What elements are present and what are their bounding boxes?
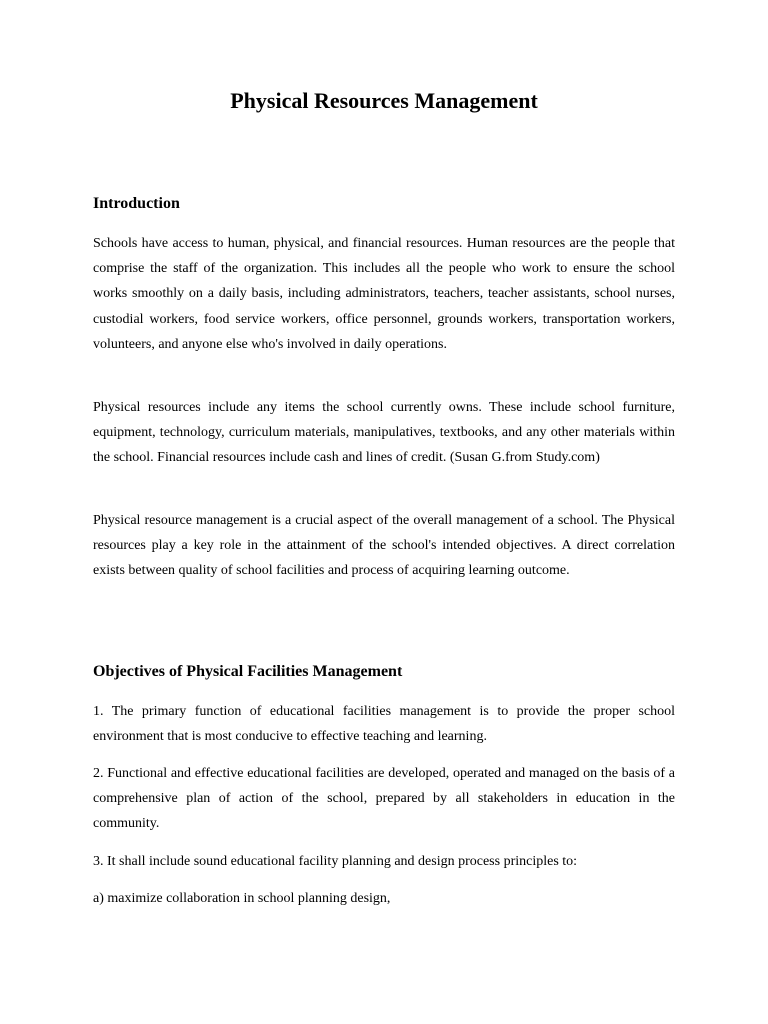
objective-item-3: 3. It shall include sound educational facility planning and design process principles to: xyxy=(93,854,578,869)
objective-subitem-a: a) maximize collaboration in school planning design, xyxy=(93,891,391,906)
objective-item-1: 1. The primary function of educational facilities management is to provide the proper school environment that is most conducive to effective teaching and learning. xyxy=(93,704,675,745)
paragraph-physical-resources: Physical resources include any items the school currently owns. These include school furniture, equipment, technology, curriculum materials, manipulatives, textbooks, and any other materials within the school. Financial resources include cash and lines of credit. (Susan G.from Study.com) xyxy=(93,400,675,466)
objective-item-2: 2. Functional and effective educational facilities are developed, operated and managed on the basis of a comprehensive plan of action of the school, prepared by all stakeholders in education in the community. xyxy=(93,766,675,832)
paragraph-resource-management: Physical resource management is a crucial aspect of the overall management of a school. The Physical resources play a key role in the attainment of the school's intended objectives. A direct correlation exists between quality of school facilities and process of acquiring learning outcome. xyxy=(93,513,675,579)
section-heading-objectives: Objectives of Physical Facilities Management xyxy=(93,663,403,680)
section-heading-introduction: Introduction xyxy=(93,195,180,212)
paragraph-human-resources: Schools have access to human, physical, and financial resources. Human resources are the people that comprise the staff of the organization. This includes all the people who work to ensure the school works smoothly on a daily basis, including administrators, teachers, teacher assistants, school nurses, custodial workers, food service workers, office personnel, grounds workers, transportation workers, volunteers, and anyone else who's involved in daily operations. xyxy=(93,236,675,352)
document-title: Physical Resources Management xyxy=(230,88,538,113)
